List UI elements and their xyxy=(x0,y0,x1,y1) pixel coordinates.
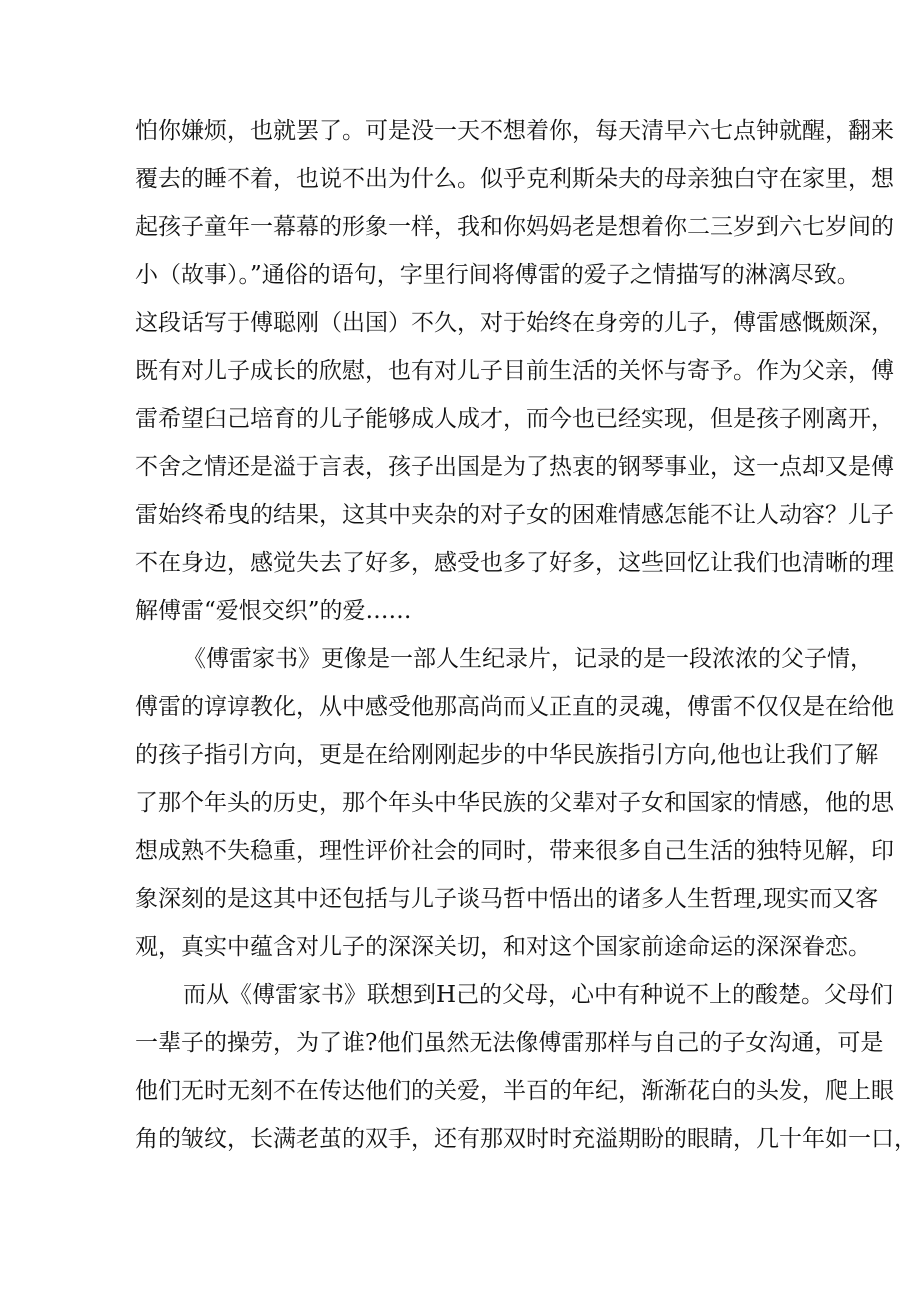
text-line: 起孩子童年一幕幕的形象一样，我和你妈妈老是想着你二三岁到六七岁间的 xyxy=(135,214,894,240)
text-line: 覆去的睡不着，也说不出为什么。似乎克利斯朵夫的母亲独白守在家里，想 xyxy=(135,166,894,192)
text-line: 了那个年头的历史，那个年头中华民族的父辈对子女和国家的情感，他的思 xyxy=(135,790,894,816)
text-line: 角的皱纹，长满老茧的双手，还有那双时时充溢期盼的眼睛，几十年如一口， xyxy=(135,1126,917,1152)
text-line: 一辈子的操劳，为了谁?他们虽然无法像傅雷那样与自己的子女沟通，可是 xyxy=(135,1030,884,1056)
paragraph-start-line: 而从《傅雷家书》联想到H己的父母，心中有种说不上的酸楚。父母们 xyxy=(183,982,894,1008)
text-line: 雷希望臼己培育的儿子能够成人成才，而今也已经实现，但是孩子刚离开， xyxy=(135,406,894,432)
paragraph-start-line: 《傅雷家书》更像是一部人生纪录片，记录的是一段浓浓的父子情， xyxy=(183,646,873,672)
text-line: 象深刻的是这其中还包括与儿子谈马哲中悟出的诸多人生哲理,现实而又客 xyxy=(135,886,879,912)
text-line: 小（故事）。”通俗的语句，字里行间将傅雷的爱子之情描写的淋漓尽致。 xyxy=(135,262,860,288)
text-line: 这段话写于傅聪刚（出国）不久，对于始终在身旁的儿子，傅雷感慨颇深， xyxy=(135,310,894,336)
text-line: 怕你嫌烦，也就罢了。可是没一天不想着你，每天清早六七点钟就醒，翻来 xyxy=(135,118,894,144)
text-line: 他们无时无刻不在传达他们的关爱，半百的年纪，渐渐花白的头发，爬上眼 xyxy=(135,1078,894,1104)
text-line: 解傅雷“爱恨交织”的爱…… xyxy=(135,598,412,624)
text-line: 既有对儿子成长的欣慰，也有对儿子目前生活的关怀与寄予。作为父亲，傅 xyxy=(135,358,894,384)
text-line: 不舍之情还是溢于言表，孩子出国是为了热衷的钢琴事业，这一点却又是傅 xyxy=(135,454,894,480)
text-line: 想成熟不失稳重，理性评价社会的同时，带来很多自己生活的独特见解，印 xyxy=(135,838,894,864)
text-line: 不在身边，感觉失去了好多，感受也多了好多，这些回忆让我们也清晰的理 xyxy=(135,550,894,576)
text-line: 观，真实中蕴含对儿子的深深关切，和对这个国家前途命运的深深眷恋。 xyxy=(135,934,871,960)
text-line: 的孩子指引方向，更是在给刚刚起步的中华民族指引方向,他也让我们了解 xyxy=(135,742,879,768)
text-line: 雷始终希曳的结果，这其中夹杂的对子女的困难情感怎能不让人动容？儿子 xyxy=(135,502,894,528)
text-line: 傅雷的谆谆教化，从中感受他那高尚而乂正直的灵魂，傅雷不仅仅是在给他 xyxy=(135,694,894,720)
